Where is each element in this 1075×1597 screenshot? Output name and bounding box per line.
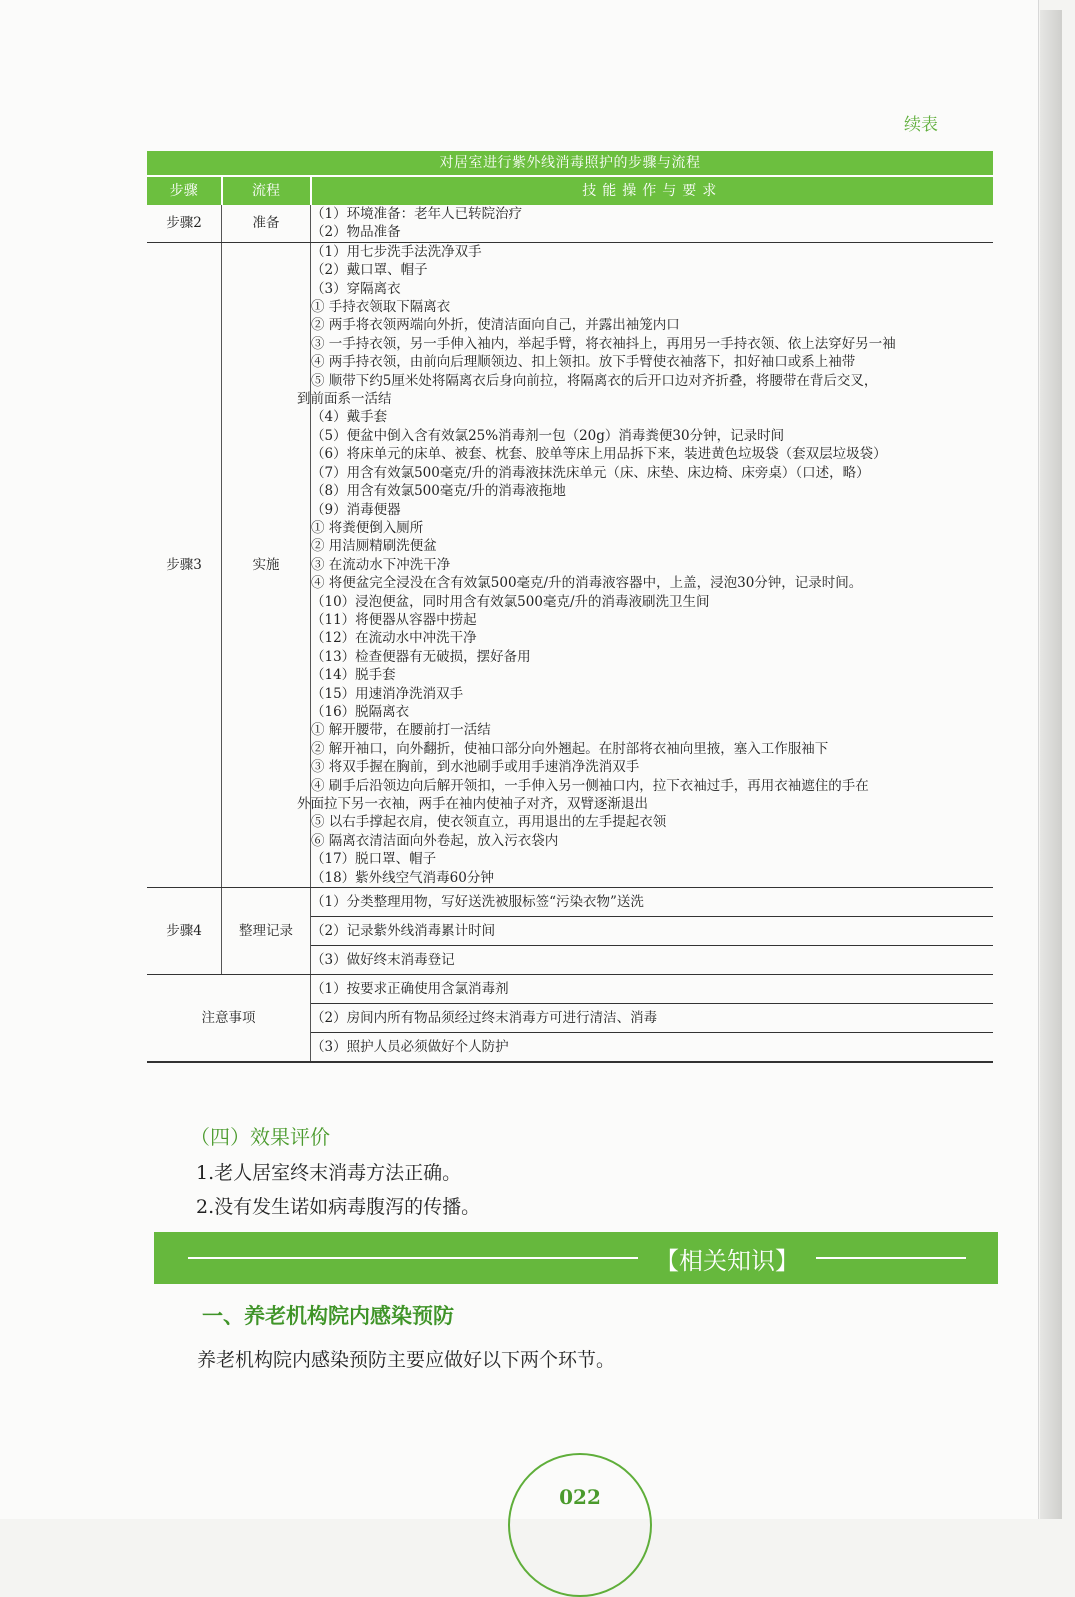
step4-process: 整理记录	[222, 888, 311, 975]
list-item: （2）物品准备	[311, 224, 401, 241]
step4-item: （3）做好终末消毒登记	[311, 946, 994, 975]
list-item: （15）用速消净洗消双手	[311, 685, 464, 702]
list-item: （1）用七步洗手法洗净双手	[311, 243, 482, 260]
notes-label: 注意事项	[147, 975, 311, 1063]
continued-label: 续表	[904, 115, 938, 135]
list-item: ① 解开腰带，在腰前打一活结	[311, 722, 491, 739]
page-number-circle	[508, 1453, 652, 1597]
list-item: （10）浸泡便盆，同时用含有效氯500毫克/升的消毒液刷洗卫生间	[311, 593, 710, 610]
list-item: ① 手持衣领取下隔离衣	[311, 299, 451, 316]
list-item: （17）脱口罩、帽子	[311, 851, 437, 868]
list-item: ④ 刷手后沿领边向后解开领扣，一手伸入另一侧袖口内，拉下衣袖过手，再用衣袖遮住的手在	[311, 777, 869, 794]
list-item: （12）在流动水中冲洗干净	[311, 630, 477, 647]
page-edge	[1040, 10, 1062, 1519]
step4-item: （1）分类整理用物，写好送洗被服标签“污染衣物”送洗	[311, 888, 994, 917]
knowledge-banner	[154, 1232, 998, 1284]
banner-label: 【相关知识】	[644, 1237, 810, 1279]
notes-item: （2）房间内所有物品须经过终末消毒方可进行清洁、消毒	[311, 1004, 994, 1033]
step3-process: 实施	[222, 242, 311, 887]
list-item: ⑤ 以右手撑起衣肩，使衣领直立，再用退出的左手提起衣领	[311, 814, 667, 831]
step4-label: 步骤4	[147, 888, 222, 975]
list-item: ③ 在流动水下冲洗干净	[311, 556, 451, 573]
list-item: （7）用含有效氯500毫克/升的消毒液抹洗床单元（床、床垫、床边椅、床旁桌）（口述，略）	[311, 464, 870, 481]
notes-item: （3）照护人员必须做好个人防护	[311, 1033, 994, 1063]
list-item: ④ 将便盆完全浸没在含有效氯500毫克/升的消毒液容器中，上盖，浸泡30分钟，记录时间。	[311, 575, 863, 592]
list-item: ③ 一手持衣领，另一手伸入袖内，举起手臂，将衣袖抖上，再用另一手持衣领、依上法穿好另一袖	[311, 335, 896, 352]
banner-line-left	[188, 1257, 638, 1259]
step2-label: 步骤2	[147, 205, 222, 242]
list-item: ④ 两手持衣领，由前向后理顺领边、扣上领扣。放下手臂使衣袖落下，扣好袖口或系上袖带	[311, 354, 856, 371]
list-item: （6）将床单元的床单、被套、枕套、胶单等床上用品拆下来，装进黄色垃圾袋（套双层垃圾袋）	[311, 446, 887, 463]
section-heading: 一、养老机构院内感染预防	[202, 1303, 454, 1328]
list-item: ⑤ 顺带下约5厘米处将隔离衣后身向前拉，将隔离衣的后开口边对齐折叠，将腰带在背后交叉，	[311, 372, 878, 389]
list-item: （18）紫外线空气消毒60分钟	[311, 869, 494, 886]
list-item: （11）将便器从容器中捞起	[311, 611, 477, 628]
list-item: ③ 将双手握在胸前，到水池刷手或用手速消净洗消双手	[311, 759, 640, 776]
list-item: ② 解开袖口，向外翻折，使袖口部分向外翘起。在肘部将衣袖向里掖，塞入工作服袖下	[311, 740, 829, 757]
table-header-row	[147, 176, 993, 205]
page-number: 022	[559, 1485, 601, 1509]
header-step: 步骤	[147, 176, 222, 205]
list-item: 到前面系一活结	[297, 391, 392, 408]
step3-label: 步骤3	[147, 242, 222, 887]
list-item: （14）脱手套	[311, 667, 396, 684]
table-title-row	[147, 151, 993, 176]
table-row-notes-a	[147, 975, 993, 1004]
list-item: ⑥ 隔离衣清洁面向外卷起，放入污衣袋内	[311, 832, 559, 849]
banner-line-right	[816, 1257, 966, 1259]
list-item: 外面拉下另一衣袖，两手在袖内使袖子对齐，双臂逐渐退出	[297, 796, 648, 812]
table-row-step3	[147, 242, 993, 887]
list-item: （1）环境准备：老年人已转院治疗	[311, 206, 523, 222]
list-item: （8）用含有效氯500毫克/升的消毒液拖地	[311, 483, 566, 500]
step2-process: 准备	[222, 205, 311, 242]
list-item: （13）检查便器有无破损，摆好备用	[311, 648, 531, 665]
list-item: （9）消毒便器	[311, 501, 401, 518]
step4-item: （2）记录紫外线消毒累计时间	[311, 917, 994, 946]
table-row-step2	[147, 205, 993, 242]
list-item: （16）脱隔离衣	[311, 703, 410, 720]
header-requirements: 技能操作与要求	[311, 176, 994, 205]
list-item: ② 用洁厕精刷洗便盆	[311, 538, 437, 555]
list-item: ② 两手将衣领两端向外折，使清洁面向自己，并露出袖笼内口	[311, 317, 680, 334]
table-row-step4-a	[147, 888, 993, 917]
procedure-table	[147, 151, 993, 1063]
list-item: ① 将粪便倒入厕所	[311, 519, 424, 536]
evaluation-item: 2.没有发生诺如病毒腹泻的传播。	[196, 1196, 481, 1218]
list-item: （2）戴口罩、帽子	[311, 262, 428, 279]
step2-content	[311, 205, 994, 242]
list-item: （5）便盆中倒入含有效氯25%消毒剂一包（20g）消毒粪便30分钟，记录时间	[311, 427, 785, 444]
evaluation-item: 1.老人居室终末消毒方法正确。	[196, 1162, 462, 1184]
evaluation-heading: （四）效果评价	[190, 1125, 330, 1149]
notes-item: （1）按要求正确使用含氯消毒剂	[311, 975, 994, 1004]
step3-content	[297, 242, 994, 887]
header-process: 流程	[222, 176, 311, 205]
list-item: （3）穿隔离衣	[311, 280, 401, 297]
table-title: 对居室进行紫外线消毒照护的步骤与流程	[147, 151, 993, 176]
list-item: （4）戴手套	[311, 409, 388, 426]
section-text: 养老机构院内感染预防主要应做好以下两个环节。	[197, 1349, 616, 1371]
